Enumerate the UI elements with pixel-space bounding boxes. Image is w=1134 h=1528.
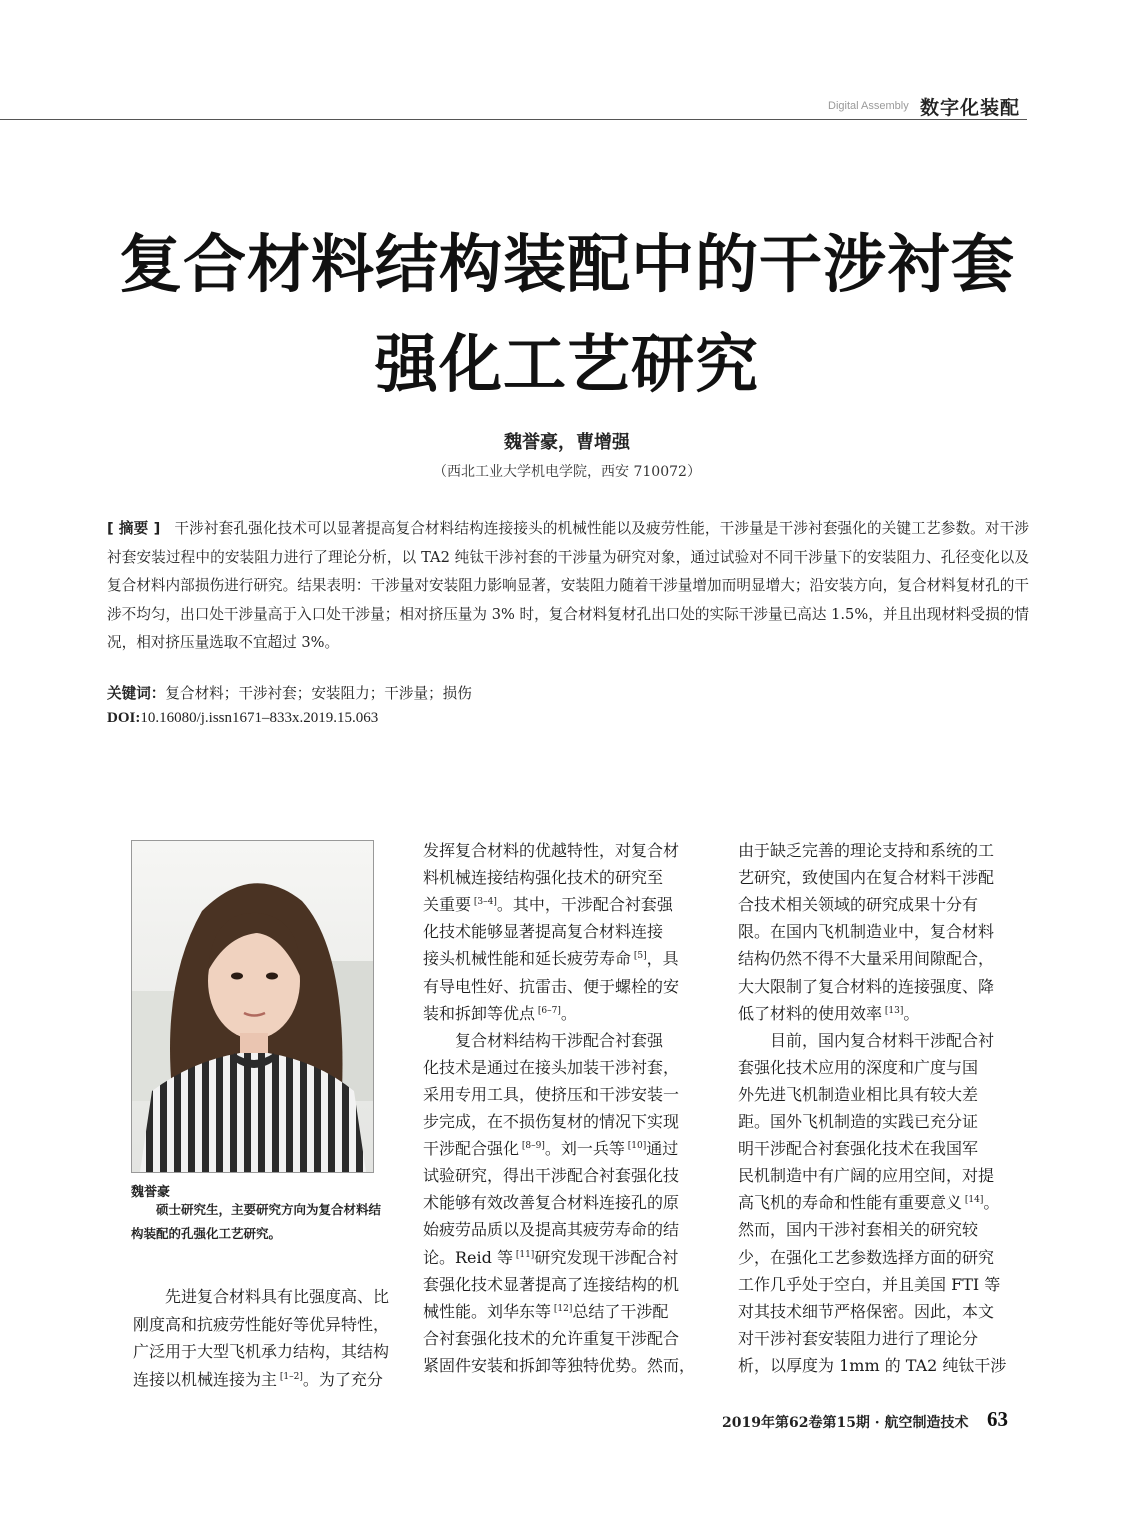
doi-label: DOI: — [107, 710, 141, 726]
abstract-text: 干涉衬套孔强化技术可以显著提高复合材料结构连接接头的机械性能以及疲劳性能，干涉量是干涉衬套强化的关键工艺参数。对干涉衬套安装过程中的安装阻力进行了理论分析，以 TA2 纯钛干涉衬套的干涉量为研究对象，通过试验对不同干涉量下的安装阻力、孔径变化以及复合材料内部损伤进行研究。结果表明：干涉量对安装阻力影响显著，安装阻力随着干涉量增加而明显增大；沿安装方向，复合材料复材孔的干涉不均匀，出口处干涉量高于入口处干涉量；相对挤压量为 3% 时，复合材料复材孔出口处的实际干涉量已高达 1.5%，并且出现材料受损的情况，相对挤压量选取不宜超过 3%。 — [107, 520, 1029, 651]
body-line: 套强化技术显著提高了连接结构的机 — [423, 1274, 680, 1294]
body-line: 始疲劳品质以及提高其疲劳寿命的结 — [423, 1220, 680, 1240]
abstract — [107, 515, 1029, 658]
article-title-line-2: 强化工艺研究 — [375, 328, 759, 401]
body-line: 明干涉配合衬套强化技术在我国军 — [738, 1139, 979, 1159]
body-line: 关重要 [3–4]。其中，干涉配合衬套强 — [423, 895, 673, 915]
body-line: 连接以机械连接为主 [1–2]。为了充分 — [133, 1369, 383, 1389]
body-line: 料机械连接结构强化技术的研究至 — [423, 868, 664, 888]
section-label-en: Digital Assembly — [828, 100, 909, 112]
body-line: 外先进飞机制造业相比具有较大差 — [738, 1084, 979, 1104]
body-line: 紧固件安装和拆卸等独特优势。然而， — [423, 1355, 696, 1375]
affiliation: （西北工业大学机电学院，西安 710072） — [433, 464, 701, 480]
body-line: 民机制造中有广阔的应用空间，对提 — [738, 1166, 995, 1186]
page-number: 63 — [987, 1407, 1008, 1431]
body-line: 采用专用工具，使挤压和干涉安装一 — [423, 1084, 680, 1104]
body-line: 结构仍然不得不大量采用间隙配合， — [738, 949, 995, 969]
doi — [107, 710, 378, 727]
body-line: 发挥复合材料的优越特性，对复合材 — [423, 841, 680, 860]
body-line: 对干涉衬套安装阻力进行了理论分 — [738, 1328, 979, 1348]
body-line: 化技术能够显著提高复合材料连接 — [423, 922, 664, 942]
keywords-text: 复合材料；干涉衬套；安装阻力；干涉量；损伤 — [165, 685, 472, 702]
body-line: 术能够有效改善复合材料连接孔的原 — [423, 1193, 680, 1213]
body-line: 干涉配合强化 [8–9]。刘一兵等 [10]通过 — [423, 1139, 679, 1159]
doi-value: 10.16080/j.issn1671–833x.2019.15.063 — [140, 710, 379, 726]
body-line: 析，以厚度为 1mm 的 TA2 纯钛干涉 — [738, 1355, 1007, 1375]
body-line: 目前，国内复合材料干涉配合衬 — [770, 1030, 995, 1050]
body-line: 接头机械性能和延长疲劳寿命 [5]，具 — [423, 949, 679, 969]
body-line: 装和拆卸等优点 [6–7]。 — [423, 1003, 577, 1023]
body-line: 由于缺乏完善的理论支持和系统的工 — [738, 841, 995, 860]
body-line: 步完成，在不损伤复材的情况下实现 — [423, 1112, 680, 1131]
author-list: 魏誉豪，曹增强 — [504, 432, 630, 453]
body-line: 先进复合材料具有比强度高、比 — [165, 1287, 390, 1306]
bio-description: 硕士研究生，主要研究方向为复合材料结构装配的孔强化工艺研究。 — [131, 1202, 382, 1241]
body-line: 化技术是通过在接头加装干涉衬套， — [423, 1057, 680, 1077]
bio-name: 魏誉豪 — [131, 1185, 171, 1200]
body-line: 论。Reid 等 [11]研究发现干涉配合衬 — [423, 1247, 679, 1267]
keywords-label: 关键词： — [107, 685, 166, 702]
section-label-cn: 数字化装配 — [920, 97, 1021, 119]
body-line: 合技术相关领域的研究成果十分有 — [738, 895, 979, 915]
body-line: 械性能。刘华东等 [12]总结了干涉配 — [423, 1301, 669, 1321]
body-line: 距。国外飞机制造的实践已充分证 — [738, 1112, 979, 1131]
body-line: 限。在国内飞机制造业中，复合材料 — [738, 922, 995, 942]
body-line: 工作几乎处于空白，并且美国 FTI 等 — [738, 1274, 1001, 1294]
body-line: 艺研究，致使国内在复合材料干涉配 — [738, 868, 995, 888]
body-line: 刚度高和抗疲劳性能好等优异特性， — [133, 1314, 390, 1334]
body-line: 试验研究，得出干涉配合衬套强化技 — [423, 1166, 680, 1186]
keywords — [107, 682, 472, 703]
article-title-line-1: 复合材料结构装配中的干涉衬套 — [119, 228, 1015, 301]
body-line: 广泛用于大型飞机承力结构，其结构 — [133, 1342, 390, 1361]
body-line: 复合材料结构干涉配合衬套强 — [455, 1030, 664, 1050]
author-photo — [131, 840, 374, 1173]
body-line: 套强化技术应用的深度和广度与国 — [738, 1057, 979, 1077]
journal-footer: 2019年第62卷第15期 · 航空制造技术 — [722, 1415, 969, 1431]
body-line: 少，在强化工艺参数选择方面的研究 — [738, 1247, 995, 1267]
abstract-label: [ 摘要 ] — [107, 520, 161, 537]
header-rule — [0, 119, 1027, 120]
body-line: 大大限制了复合材料的连接强度、降 — [738, 976, 995, 996]
body-line: 低了材料的使用效率 [13]。 — [738, 1003, 920, 1023]
body-line: 高飞机的寿命和性能有重要意义 [14]。 — [738, 1193, 1000, 1213]
body-line: 对其技术细节严格保密。因此，本文 — [738, 1301, 995, 1321]
body-line: 然而，国内干涉衬套相关的研究较 — [738, 1220, 979, 1240]
body-line: 合衬套强化技术的允许重复干涉配合 — [423, 1328, 680, 1348]
body-line: 有导电性好、抗雷击、便于螺栓的安 — [423, 976, 680, 996]
